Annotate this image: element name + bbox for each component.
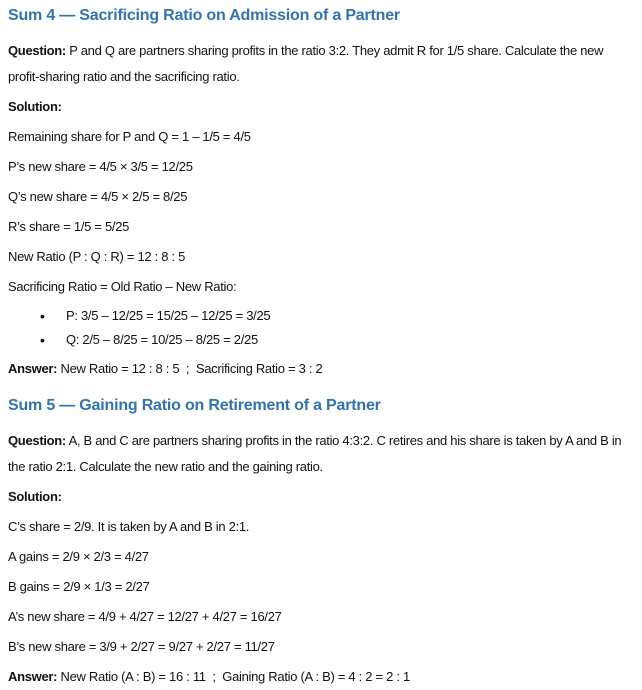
- solution-step: New Ratio (P : Q : R) = 12 : 8 : 5: [8, 249, 186, 264]
- sum-4-answer: [8, 356, 634, 382]
- solution-step: B’s new share = 3/9 + 2/27 = 9/27 + 2/27 = 11/27: [8, 639, 275, 654]
- sum-4-solution-label: [8, 94, 634, 120]
- solution-label: Solution:: [8, 99, 62, 114]
- solution-label: Solution:: [8, 489, 62, 504]
- document-page: [0, 6, 642, 690]
- sum-5-heading: Sum 5 — Gaining Ratio on Retirement of a Partner: [8, 397, 381, 414]
- sum-4-heading: Sum 4 — Sacrificing Ratio on Admission of a Partner: [8, 7, 400, 24]
- question-label: Question:: [8, 43, 66, 58]
- solution-step: B gains = 2/9 × 1/3 = 2/27: [8, 579, 150, 594]
- list-item: • P: 3/5 – 12/25 = 15/25 – 12/25 = 3/25: [66, 304, 634, 328]
- sum-4-section: [8, 6, 634, 382]
- sum-4-question: [8, 38, 634, 90]
- question-label: Question:: [8, 433, 66, 448]
- solution-step: Q’s new share = 4/5 × 2/5 = 8/25: [8, 189, 188, 204]
- solution-step: R’s share = 1/5 = 5/25: [8, 219, 130, 234]
- solution-step: C’s share = 2/9. It is taken by A and B in 2:1.: [8, 519, 250, 534]
- answer-label: Answer:: [8, 669, 58, 684]
- sum-5-section: [8, 396, 634, 690]
- solution-step: P’s new share = 4/5 × 3/5 = 12/25: [8, 159, 193, 174]
- list-item: • Q: 2/5 – 8/25 = 10/25 – 8/25 = 2/25: [66, 328, 634, 352]
- answer-label: Answer:: [8, 361, 58, 376]
- question-text: P and Q are partners sharing profits in the ratio 3:2. They admit R for 1/5 share. Calculate the new profit-sharing ratio and the sacrificing ratio.: [8, 43, 607, 84]
- sum-5-question: [8, 428, 634, 480]
- solution-step: A’s new share = 4/9 + 4/27 = 12/27 + 4/27 = 16/27: [8, 609, 282, 624]
- question-text: A, B and C are partners sharing profits in the ratio 4:3:2. C retires and his share is taken by A and B in the ratio 2:1. Calculate the new ratio and the gaining ratio.: [8, 433, 625, 474]
- solution-step: Remaining share for P and Q = 1 – 1/5 = 4/5: [8, 129, 251, 144]
- sum-5-answer: [8, 664, 634, 690]
- answer-text: New Ratio (A : B) = 16 : 11 ; Gaining Ratio (A : B) = 4 : 2 = 2 : 1: [57, 669, 410, 684]
- solution-step: A gains = 2/9 × 2/3 = 4/27: [8, 549, 149, 564]
- solution-step: Sacrificing Ratio = Old Ratio – New Ratio:: [8, 279, 237, 294]
- sum-5-solution-label: [8, 484, 634, 510]
- sacrificing-ratio-bullet-list: [8, 304, 634, 352]
- answer-text: New Ratio = 12 : 8 : 5 ; Sacrificing Ratio = 3 : 2: [57, 361, 323, 376]
